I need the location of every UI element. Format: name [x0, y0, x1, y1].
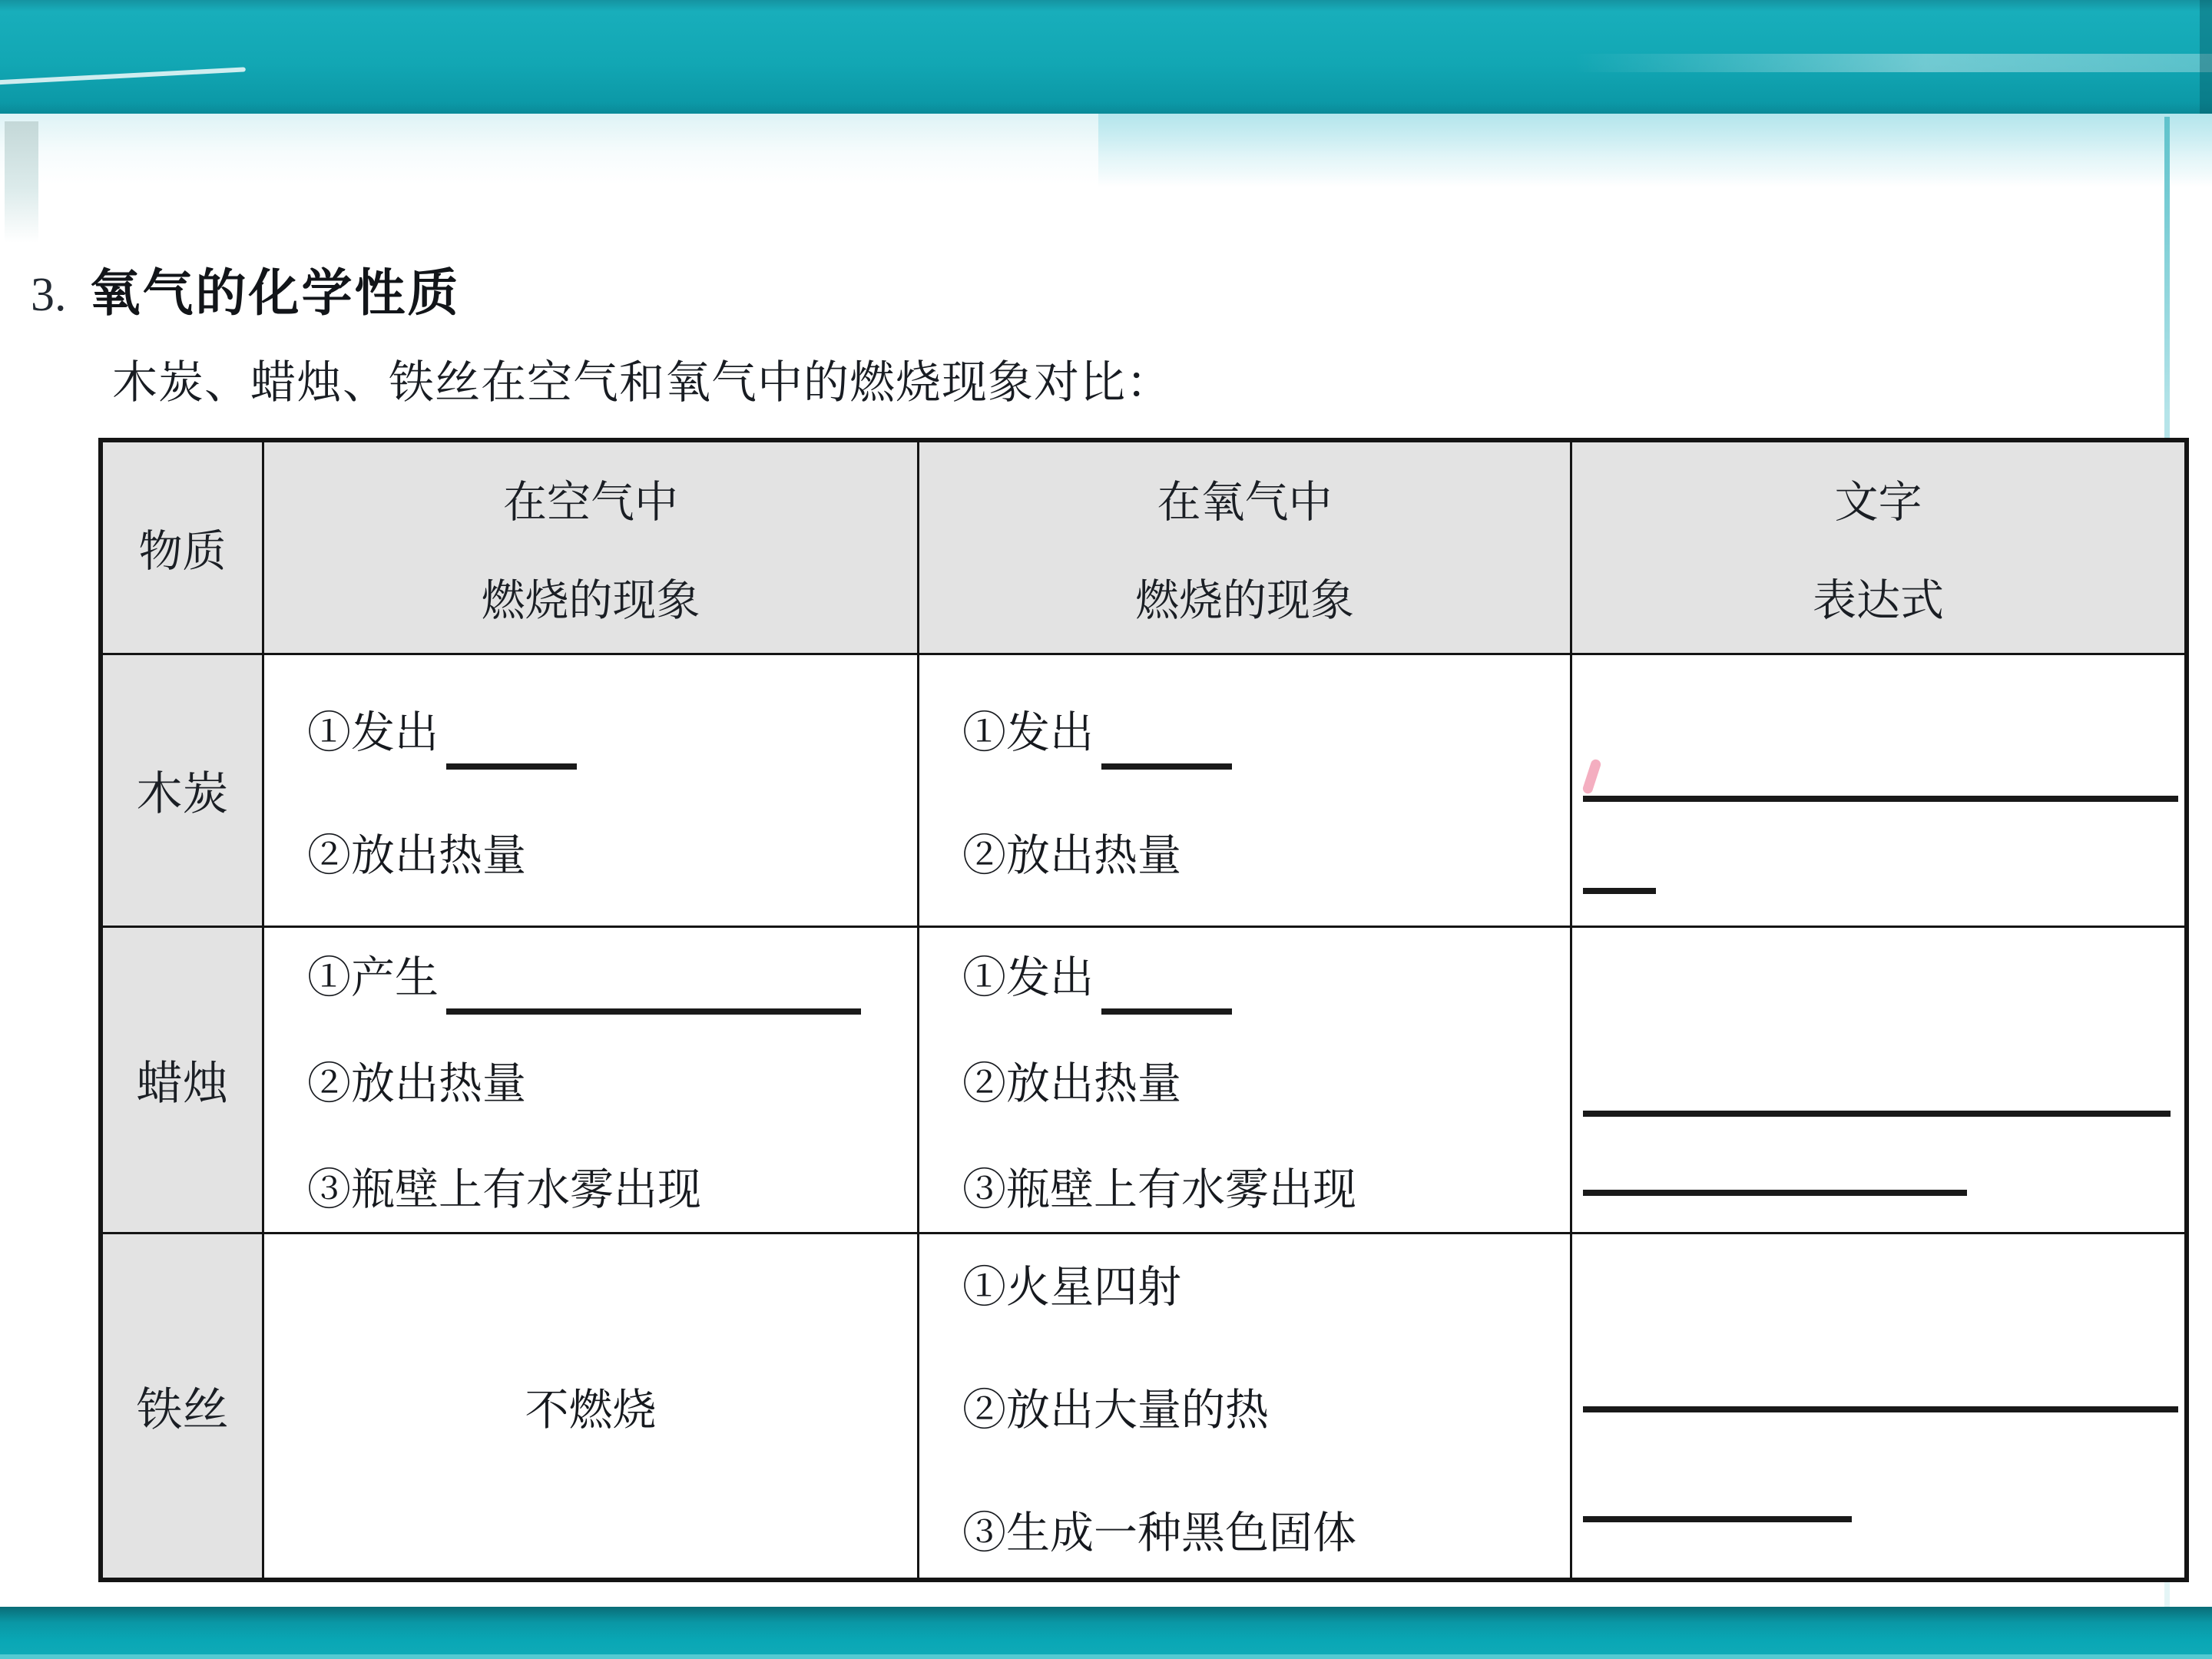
fill-blank: [446, 1008, 861, 1015]
top-banner: [0, 0, 2212, 114]
iron-air-cell: [264, 1234, 919, 1578]
phenomena-line: ③瓶壁上有水雾出现: [962, 1166, 1356, 1214]
substance-label: 蜡烛: [136, 1058, 229, 1109]
header-cell-in-oxygen: [919, 442, 1572, 655]
fill-blank: [1101, 1008, 1232, 1015]
answer-line: [1583, 1111, 2171, 1117]
phenomena-line: ①发出: [307, 697, 917, 760]
top-fade-band-right: [1098, 114, 2212, 187]
comparison-table: [98, 438, 2189, 1582]
header-line: 物质: [138, 528, 227, 576]
banner-dark-edge: [2200, 0, 2212, 114]
left-accent-bar: [5, 121, 38, 243]
charcoal-oxygen-cell: [919, 655, 1572, 928]
substance-label: 木炭: [136, 769, 229, 820]
header-line: 在氧气中: [1157, 478, 1333, 527]
answer-line: [1583, 1190, 1967, 1196]
substance-cell-charcoal: [103, 655, 264, 928]
substance-label: 铁丝: [136, 1384, 229, 1435]
iron-expression-cell: [1572, 1234, 2184, 1578]
phenomena-line: ②放出热量: [962, 1060, 1181, 1108]
banner-highlight-line: [0, 67, 246, 84]
bottom-banner-highlight: [0, 1654, 2212, 1659]
candle-air-cell: [264, 928, 919, 1234]
phenomena-line: ③生成一种黑色固体: [962, 1508, 1356, 1558]
header-line: 在空气中: [503, 478, 678, 527]
substance-cell-iron-wire: [103, 1234, 264, 1578]
fill-blank: [446, 763, 577, 770]
iron-oxygen-cell: [919, 1234, 1572, 1578]
substance-cell-candle: [103, 928, 264, 1234]
header-line: 表达式: [1813, 577, 1944, 625]
phenomena-line: ②放出热量: [307, 1060, 526, 1108]
phenomena-line: ①产生: [307, 942, 917, 1005]
charcoal-expression-cell: [1572, 655, 2184, 928]
answer-line: [1583, 888, 1656, 894]
header-line: 燃烧的现象: [1135, 577, 1354, 625]
title-number: 3.: [31, 269, 67, 321]
phenomena-line: 不燃烧: [525, 1386, 657, 1435]
header-line: 燃烧的现象: [481, 577, 700, 625]
answer-line: [1583, 1406, 2178, 1412]
header-line: 文字: [1834, 478, 1922, 527]
header-cell-in-air: [264, 442, 919, 655]
answer-line: [1583, 1516, 1852, 1522]
subtitle: 木炭、蜡烛、铁丝在空气和氧气中的燃烧现象对比：: [112, 357, 1173, 408]
charcoal-air-cell: [264, 655, 919, 928]
phenomena-line: ①发出: [962, 697, 1570, 760]
candle-expression-cell: [1572, 928, 2184, 1234]
phenomena-line: ②放出大量的热: [962, 1386, 1269, 1435]
phenomena-line: ①发出: [962, 942, 1570, 1005]
phenomena-line: ①火星四射: [962, 1263, 1181, 1312]
answer-line: [1583, 796, 2178, 802]
header-cell-substance: [103, 442, 264, 655]
bottom-banner: [0, 1607, 2212, 1659]
phenomena-line: ②放出热量: [307, 832, 526, 880]
phenomena-line: ③瓶壁上有水雾出现: [307, 1166, 701, 1214]
header-cell-word-expression: [1572, 442, 2184, 655]
page-title: [31, 252, 461, 325]
banner-light-stripe: [1575, 54, 2212, 72]
phenomena-line: ②放出热量: [962, 832, 1181, 880]
fill-blank: [1101, 763, 1232, 770]
title-text: 氧气的化学性质: [89, 266, 461, 322]
candle-oxygen-cell: [919, 928, 1572, 1234]
